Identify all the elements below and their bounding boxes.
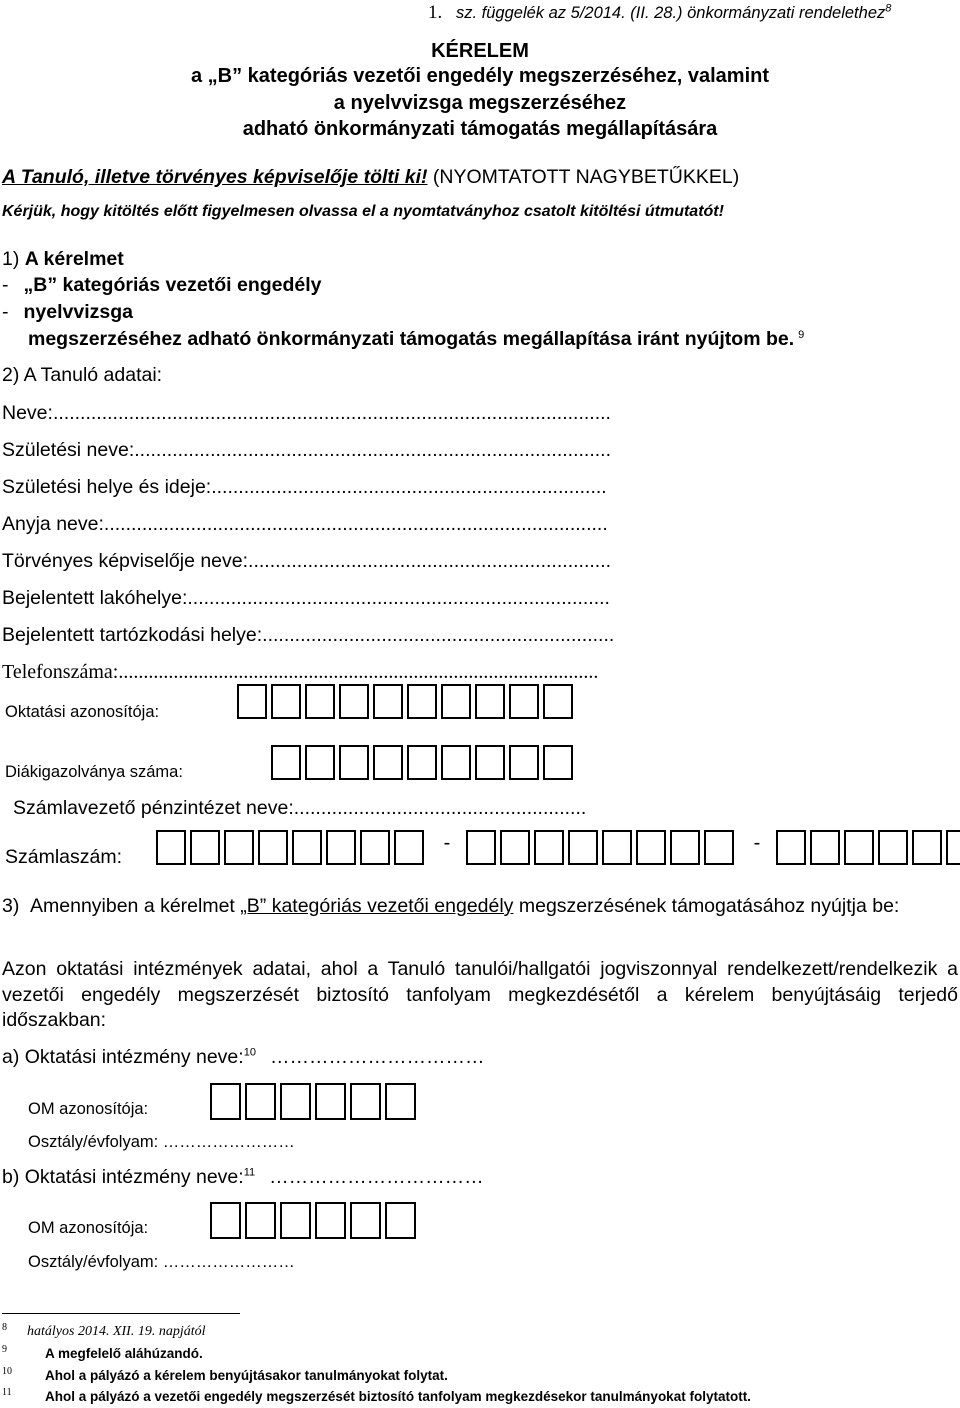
digit-box[interactable] bbox=[292, 830, 322, 865]
institution-b-om-label: OM azonosítója: bbox=[28, 1219, 149, 1237]
footnote-11-text: Ahol a pályázó a vezetői engedély megszerzését biztosító tanfolyam megkezdésekor tanulmányokat folytatott. bbox=[45, 1389, 751, 1404]
option-driving-license[interactable] bbox=[2, 274, 322, 297]
option-driving-license-text: „B” kategóriás vezetői engedély bbox=[23, 274, 322, 296]
digit-box[interactable] bbox=[475, 745, 505, 780]
institution-b-label bbox=[2, 1166, 484, 1189]
mother-name-field[interactable]: Anyja neve:............................................................................................. bbox=[2, 513, 608, 535]
footnote-ref-9: 9 bbox=[798, 328, 805, 341]
fill-instruction-bold: A Tanuló, illetve törvényes képviselője tölti ki! bbox=[2, 166, 428, 188]
section-3-paragraph: Azon oktatási intézmények adatai, ahol a Tanuló tanulói/hallgatói jogviszonnyal rendelkezett/rendelkezik a vezetői engedély megszerzését biztosító tanfolyam megkezdésétől a kérelem benyújtásáig terjedő időszakban: bbox=[2, 958, 958, 1031]
section-1-heading bbox=[2, 248, 124, 271]
student-card-label: Diákigazolványa száma: bbox=[5, 763, 183, 781]
digit-box[interactable] bbox=[602, 830, 632, 865]
digit-box[interactable] bbox=[407, 745, 437, 780]
title-line-3: a nyelvvizsga megszerzéséhez bbox=[333, 92, 627, 114]
digit-box[interactable] bbox=[350, 1202, 381, 1239]
section-3-number: 3) bbox=[2, 895, 20, 917]
option-dash: - bbox=[2, 274, 9, 296]
fill-instruction bbox=[2, 166, 739, 189]
education-id-label: Oktatási azonosítója: bbox=[5, 703, 160, 721]
digit-box[interactable] bbox=[810, 830, 840, 865]
digit-box[interactable] bbox=[271, 684, 301, 719]
digit-box[interactable] bbox=[385, 1083, 416, 1120]
digit-box[interactable] bbox=[245, 1202, 276, 1239]
digit-box[interactable] bbox=[373, 684, 403, 719]
education-id-boxes[interactable] bbox=[237, 684, 577, 719]
digit-box[interactable] bbox=[878, 830, 908, 865]
institution-a-om-label: OM azonosítója: bbox=[28, 1100, 149, 1118]
document-title: KÉRELEM bbox=[431, 40, 529, 62]
digit-box[interactable] bbox=[245, 1083, 276, 1120]
institution-b-class-field[interactable]: Osztály/évfolyam: …………………… bbox=[28, 1253, 295, 1271]
digit-box[interactable] bbox=[315, 1083, 346, 1120]
digit-box[interactable] bbox=[636, 830, 666, 865]
digit-box[interactable] bbox=[280, 1083, 311, 1120]
footnote-8-number: 8 bbox=[2, 1322, 7, 1333]
digit-box[interactable] bbox=[339, 745, 369, 780]
institution-b-label-text: b) Oktatási intézmény neve: bbox=[2, 1166, 244, 1188]
digit-box[interactable] bbox=[534, 830, 564, 865]
account-separator: - bbox=[443, 832, 451, 854]
account-number-label: Számlaszám: bbox=[5, 846, 123, 868]
digit-box[interactable] bbox=[568, 830, 598, 865]
name-field[interactable]: Neve:....................................................................................................... bbox=[2, 402, 611, 424]
section-2-title: 2) A Tanuló adatai: bbox=[2, 364, 163, 386]
footnote-11-number: 11 bbox=[2, 1387, 12, 1398]
footnote-separator bbox=[2, 1313, 240, 1314]
digit-box[interactable] bbox=[441, 684, 471, 719]
option-language-exam[interactable] bbox=[2, 301, 133, 324]
digit-box[interactable] bbox=[543, 684, 573, 719]
digit-box[interactable] bbox=[509, 684, 539, 719]
digit-box[interactable] bbox=[280, 1202, 311, 1239]
digit-box[interactable] bbox=[394, 830, 424, 865]
institution-a-om-boxes[interactable] bbox=[210, 1083, 420, 1120]
digit-box[interactable] bbox=[224, 830, 254, 865]
footnote-8-text: hatályos 2014. XII. 19. napjától bbox=[27, 1324, 206, 1339]
digit-box[interactable] bbox=[190, 830, 220, 865]
section-1-statement-text: megszerzéséhez adható önkormányzati támogatás megállapítása iránt nyújtom be. bbox=[28, 328, 795, 350]
digit-box[interactable] bbox=[441, 745, 471, 780]
birth-name-field[interactable]: Születési neve:........................................................................................ bbox=[2, 439, 612, 461]
institution-a-name-field[interactable]: …………………………… bbox=[269, 1046, 485, 1068]
section-1-title: A kérelmet bbox=[24, 248, 124, 270]
institution-a-label-text: a) Oktatási intézmény neve: bbox=[2, 1046, 244, 1068]
footnote-10-number: 10 bbox=[2, 1366, 12, 1377]
digit-box[interactable] bbox=[305, 745, 335, 780]
digit-box[interactable] bbox=[776, 830, 806, 865]
read-guide-notice: Kérjük, hogy kitöltés előtt figyelmesen olvassa el a nyomtatványhoz csatolt kitöltési útmutatót! bbox=[2, 203, 724, 220]
section-1-statement bbox=[28, 328, 804, 351]
digit-box[interactable] bbox=[237, 684, 267, 719]
phone-field[interactable]: Telefonszáma:................................................................................................ bbox=[2, 661, 599, 683]
digit-box[interactable] bbox=[271, 745, 301, 780]
institution-b-om-boxes[interactable] bbox=[210, 1202, 420, 1239]
digit-box[interactable] bbox=[509, 745, 539, 780]
section-1-number: 1) bbox=[2, 248, 20, 270]
section-3-intro-c: megszerzésének támogatásához nyújtja be: bbox=[518, 895, 900, 917]
digit-box[interactable] bbox=[500, 830, 530, 865]
title-line-2: a „B” kategóriás vezetői engedély megszerzéséhez, valamint bbox=[190, 65, 770, 87]
digit-box[interactable] bbox=[339, 684, 369, 719]
bank-name-field[interactable]: Számlavezető pénzintézet neve:...................................................... bbox=[13, 797, 587, 819]
digit-box[interactable] bbox=[305, 684, 335, 719]
digit-box[interactable] bbox=[466, 830, 496, 865]
section-3-license-type: „B” kategóriás vezetői engedély bbox=[240, 895, 514, 917]
digit-box[interactable] bbox=[360, 830, 390, 865]
option-language-exam-text: nyelvvizsga bbox=[23, 301, 133, 323]
account-number-boxes[interactable] bbox=[156, 830, 960, 865]
footnote-ref-10: 10 bbox=[243, 1046, 256, 1059]
appendix-reference bbox=[456, 4, 891, 23]
digit-box[interactable] bbox=[946, 830, 960, 865]
digit-box[interactable] bbox=[373, 745, 403, 780]
option-dash: - bbox=[2, 301, 9, 323]
footnote-9-text: A megfelelő aláhúzandó. bbox=[45, 1346, 203, 1361]
digit-box[interactable] bbox=[210, 1083, 241, 1120]
digit-box[interactable] bbox=[258, 830, 288, 865]
legal-representative-field[interactable]: Törvényes képviselője neve:................................................................... bbox=[2, 550, 612, 572]
footnote-ref-8: 8 bbox=[885, 2, 892, 15]
fill-instruction-caps: (NYOMTATOTT NAGYBETŰKKEL) bbox=[427, 166, 740, 188]
digit-box[interactable] bbox=[844, 830, 874, 865]
digit-box[interactable] bbox=[407, 684, 437, 719]
digit-box[interactable] bbox=[315, 1202, 346, 1239]
appendix-number: 1. bbox=[428, 2, 443, 23]
digit-box[interactable] bbox=[670, 830, 700, 865]
digit-box[interactable] bbox=[475, 684, 505, 719]
institution-a-class-field[interactable]: Osztály/évfolyam: …………………… bbox=[28, 1133, 295, 1151]
footnote-ref-11: 11 bbox=[243, 1166, 256, 1179]
student-card-boxes[interactable] bbox=[271, 745, 577, 780]
digit-box[interactable] bbox=[704, 830, 734, 865]
digit-box[interactable] bbox=[350, 1083, 381, 1120]
digit-box[interactable] bbox=[210, 1202, 241, 1239]
digit-box[interactable] bbox=[912, 830, 942, 865]
institution-a-label bbox=[2, 1046, 484, 1069]
birth-place-date-field[interactable]: Születési helye és ideje:......................................................................... bbox=[2, 476, 607, 498]
title-line-4: adható önkormányzati támogatás megállapítására bbox=[242, 118, 718, 140]
digit-box[interactable] bbox=[326, 830, 356, 865]
institution-b-name-field[interactable]: …………………………… bbox=[269, 1166, 484, 1188]
residence-field[interactable]: Bejelentett lakóhelye:.............................................................................. bbox=[2, 587, 610, 609]
section-3-intro-a: Amennyiben a kérelmet bbox=[30, 895, 235, 917]
footnote-10-text: Ahol a pályázó a kérelem benyújtásakor tanulmányokat folytat. bbox=[45, 1368, 448, 1383]
temporary-residence-field[interactable]: Bejelentett tartózkodási helye:................................................................. bbox=[2, 624, 615, 646]
account-separator: - bbox=[753, 832, 761, 854]
digit-box[interactable] bbox=[156, 830, 186, 865]
footnote-9-number: 9 bbox=[2, 1344, 7, 1355]
digit-box[interactable] bbox=[543, 745, 573, 780]
digit-box[interactable] bbox=[385, 1202, 416, 1239]
appendix-reference-text: sz. függelék az 5/2014. (II. 28.) önkormányzati rendelethez bbox=[456, 4, 886, 22]
section-3-intro bbox=[2, 894, 958, 920]
